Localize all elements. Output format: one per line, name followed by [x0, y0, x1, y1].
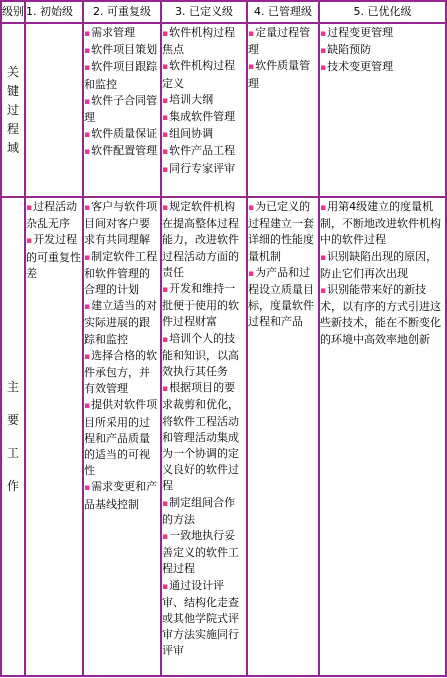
header-level: 级别 — [2, 5, 24, 18]
bullet-icon: ▪ — [162, 95, 169, 106]
bullet-icon: ▪ — [84, 252, 91, 263]
main-work-initial — [26, 199, 82, 674]
list-item: ▪规定软件机构在提高整体过程能力，改进软件过程活动方面的责任 — [162, 200, 239, 279]
row-label-char: 键 — [6, 83, 19, 98]
bullet-icon: ▪ — [162, 130, 169, 141]
main-work-defined — [162, 199, 246, 674]
list-item: ▪需求变更和产品基线控制 — [84, 480, 158, 511]
list-item: ▪识别能带来好的新技术，以有序的方式引进这些新技术，能在不断变化的环境中高效率地创新 — [320, 283, 441, 346]
header-defined: 3. 已定义级 — [175, 5, 233, 18]
list-item: ▪过程变更管理 — [320, 26, 394, 39]
bullet-icon: ▪ — [84, 46, 91, 57]
bullet-icon: ▪ — [26, 236, 33, 247]
list-item: ▪培训个人的技能和知识，以高效执行其任务 — [162, 331, 239, 379]
list-item: ▪需求管理 — [84, 26, 136, 39]
key-areas-defined — [162, 25, 246, 195]
row-label-char: 关 — [6, 64, 19, 79]
main-work-repeatable — [84, 199, 160, 674]
list-item: ▪根据项目的要求裁剪和优化，将软件工程活动和管理活动集成为一个协调的定义良好的软件过程 — [162, 381, 239, 493]
bullet-icon: ▪ — [162, 384, 169, 395]
list-item: ▪为已定义的过程建立一套详细的性能度量机制 — [248, 200, 314, 263]
bullet-icon: ▪ — [248, 29, 255, 39]
key-areas-repeatable — [84, 25, 160, 195]
list-item: ▪提供对软件项目所采用的过程和产品质量的适当的可视性 — [84, 398, 158, 478]
bullet-icon: ▪ — [162, 203, 169, 213]
list-item: ▪软件质量管理 — [248, 59, 311, 90]
bullet-icon: ▪ — [162, 581, 169, 592]
key-areas-managed — [248, 25, 318, 195]
bullet-icon: ▪ — [248, 62, 255, 73]
list-item: ▪制定软件工程和软件管理的合理的计划 — [84, 249, 158, 297]
row-label-char: 过 — [6, 102, 19, 117]
list-item: ▪开发和维持一批便于使用的软件过程财富 — [162, 282, 239, 329]
list-item: ▪软件质量保证 — [84, 127, 158, 141]
list-item: ▪组间协调 — [162, 127, 214, 141]
bullet-icon: ▪ — [320, 252, 327, 263]
bullet-icon: ▪ — [162, 334, 169, 345]
bullet-icon: ▪ — [162, 62, 169, 73]
row-label-char: 要 — [6, 412, 19, 427]
bullet-icon: ▪ — [162, 498, 169, 509]
bullet-icon: ▪ — [84, 302, 91, 313]
list-item: ▪为产品和过程设立质量目标，度量软件过程和产品 — [248, 265, 314, 329]
list-item: ▪软件子合同管理 — [84, 93, 158, 125]
bullet-icon: ▪ — [162, 113, 169, 124]
list-item: ▪开发过程的可重复性差 — [26, 233, 81, 280]
grid-line — [0, 675, 447, 677]
list-item: ▪建立适当的对实际进展的跟踪和监控 — [84, 299, 158, 346]
list-item: ▪客户与软件项目间对客户要求有共同理解 — [84, 200, 158, 247]
list-item: ▪制定组间合作的方法 — [162, 495, 236, 526]
bullet-icon: ▪ — [162, 285, 169, 296]
grid-line — [0, 196, 447, 198]
list-item: ▪软件机构过程定义 — [162, 59, 236, 90]
key-areas-optimizing — [320, 25, 445, 195]
bullet-icon: ▪ — [26, 203, 33, 213]
bullet-icon: ▪ — [84, 203, 91, 213]
list-item: ▪软件配置管理 — [84, 144, 158, 158]
bullet-icon: ▪ — [320, 63, 327, 74]
bullet-icon: ▪ — [162, 29, 169, 39]
bullet-icon: ▪ — [84, 63, 91, 74]
main-work-managed — [248, 199, 318, 674]
bullet-icon: ▪ — [84, 483, 91, 494]
list-item: ▪软件项目跟踪和监控 — [84, 60, 158, 91]
list-item: ▪定量过程管理 — [248, 26, 311, 57]
list-item: ▪软件项目策划 — [84, 43, 158, 57]
list-item: ▪一致地执行妥善定义的软件工程过程 — [162, 529, 239, 576]
header-managed: 4. 已管理级 — [254, 5, 312, 18]
list-item: ▪技术变更管理 — [320, 60, 394, 74]
bullet-icon: ▪ — [320, 29, 327, 39]
bullet-icon: ▪ — [162, 532, 169, 543]
list-item: ▪过程活动杂乱无序 — [26, 200, 78, 231]
list-item: ▪软件产品工程 — [162, 144, 236, 158]
bullet-icon: ▪ — [320, 286, 327, 297]
main-work-optimizing — [320, 199, 445, 674]
list-item: ▪选择合格的软件承包方，并有效管理 — [84, 348, 158, 396]
row-label-char: 域 — [6, 140, 19, 155]
bullet-icon: ▪ — [162, 164, 169, 175]
row-label-char: 工 — [6, 445, 19, 460]
list-item: ▪识别缺陷出现的原因，防止它们再次出现 — [320, 249, 438, 280]
header-optimizing: 5. 已优化级 — [353, 5, 412, 18]
bullet-icon: ▪ — [320, 203, 327, 213]
header-repeatable: 2. 可重复级 — [93, 5, 151, 18]
list-item: ▪用第4级建立的度量机制，不断地改进软件机构中的软件过程 — [320, 200, 441, 247]
row-label-key-process-areas — [2, 24, 24, 196]
row-label-char: 作 — [6, 478, 19, 493]
bullet-icon: ▪ — [84, 401, 91, 412]
row-label-main-work — [2, 198, 24, 675]
bullet-icon: ▪ — [84, 351, 91, 362]
list-item: ▪缺陷预防 — [320, 43, 372, 57]
bullet-icon: ▪ — [162, 147, 169, 158]
bullet-icon: ▪ — [84, 29, 91, 39]
grid-line — [0, 22, 447, 24]
bullet-icon: ▪ — [84, 96, 91, 107]
bullet-icon: ▪ — [320, 46, 327, 57]
row-label-char: 程 — [6, 121, 19, 136]
bullet-icon: ▪ — [248, 203, 255, 213]
bullet-icon: ▪ — [84, 130, 91, 141]
header-initial: 1. 初始级 — [26, 5, 73, 18]
list-item: ▪同行专家评审 — [162, 161, 236, 175]
list-item: ▪集成软件管理 — [162, 110, 236, 124]
bullet-icon: ▪ — [248, 268, 255, 279]
list-item: ▪培训大纲 — [162, 92, 214, 106]
bullet-icon: ▪ — [84, 147, 91, 158]
row-label-char: 主 — [6, 379, 19, 394]
list-item: ▪软件机构过程焦点 — [162, 26, 236, 57]
list-item: ▪通过设计评审、结构化走查或其他学院式评审方法实施同行评审 — [162, 578, 239, 658]
